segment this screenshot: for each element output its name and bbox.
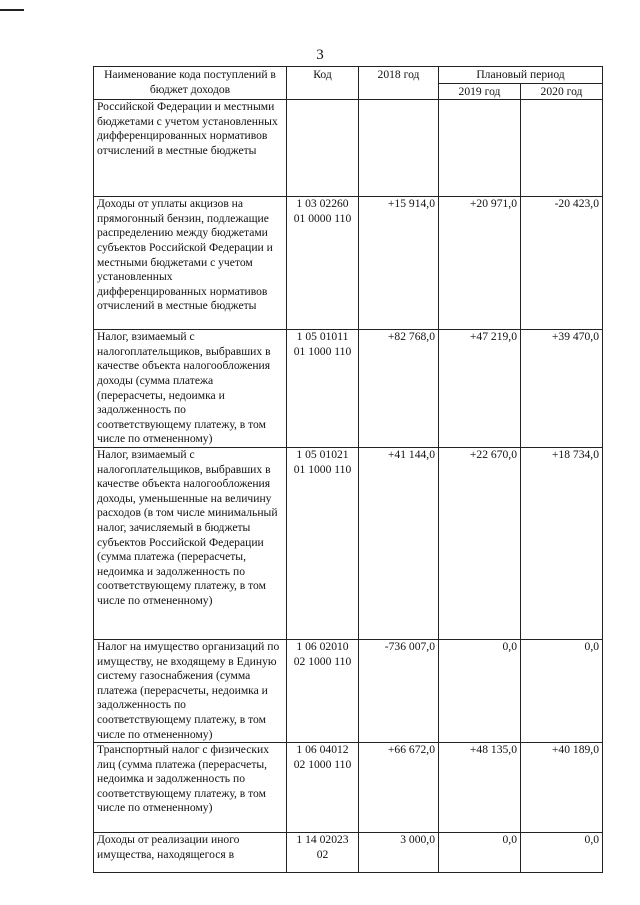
table-row	[94, 833, 603, 873]
table-header	[94, 67, 603, 100]
header-name: Наименование кода поступлений в бюджет доходов	[94, 67, 287, 100]
row-name: Доходы от реализации иного имущества, находящегося в	[94, 833, 287, 873]
row-2020: 0,0	[521, 639, 603, 742]
row-code: 1 06 02010 02 1000 110	[287, 639, 359, 742]
row-2018	[359, 100, 439, 197]
table-row	[94, 197, 603, 330]
row-name: Доходы от уплаты акцизов на прямогонный бензин, подлежащие распределению между бюджетами субъектов Российской Федерации и местными бюджетами с учетом установленных дифференцированных нормативов отчислений в местные бюджеты	[94, 197, 287, 330]
page-number: 3	[316, 47, 324, 63]
row-2019	[439, 100, 521, 197]
row-code: 1 05 01021 01 1000 110	[287, 447, 359, 639]
row-2018: 3 000,0	[359, 833, 439, 873]
header-2018: 2018 год	[359, 67, 439, 100]
header-code: Код	[287, 67, 359, 100]
table-row	[94, 743, 603, 833]
row-2018: +66 672,0	[359, 743, 439, 833]
table-row	[94, 447, 603, 639]
row-2020: -20 423,0	[521, 197, 603, 330]
row-2019: 0,0	[439, 833, 521, 873]
row-2018: +82 768,0	[359, 330, 439, 448]
row-name: Российской Федерации и местными бюджетами с учетом установленных дифференцированных нормативов отчислений в местные бюджеты	[94, 100, 287, 197]
header-planned-period: Плановый период	[439, 67, 603, 84]
row-2020: +18 734,0	[521, 447, 603, 639]
row-code: 1 14 02023 02	[287, 833, 359, 873]
row-name: Транспортный налог с физических лиц (сумма платежа (перерасчеты, недоимка и задолженность по соответствующему платежу, в том числе по отмененному)	[94, 743, 287, 833]
revenue-table	[93, 66, 603, 873]
row-2019: +20 971,0	[439, 197, 521, 330]
header-2020: 2020 год	[521, 83, 603, 100]
row-2020	[521, 100, 603, 197]
table-row	[94, 639, 603, 742]
row-2019: 0,0	[439, 639, 521, 742]
table-row	[94, 100, 603, 197]
row-name: Налог на имущество организаций по имуществу, не входящему в Единую систему газоснабжения (сумма платежа (перерасчеты, недоимка и задолженность по соответствующему платежу, в том числе по отмененному)	[94, 639, 287, 742]
row-name: Налог, взимаемый с налогоплательщиков, выбравших в качестве объекта налогообложения доходы, уменьшенные на величину расходов (в том числе минимальный налог, зачисляемый в бюджеты субъектов Российской Федерации (сумма платежа (перерасчеты, недоимка и задолженность по соответствующему платежу, в том числе по отмененному)	[94, 447, 287, 639]
scan-corner-mark	[0, 9, 24, 11]
row-2018: +15 914,0	[359, 197, 439, 330]
row-2020: +39 470,0	[521, 330, 603, 448]
row-code: 1 05 01011 01 1000 110	[287, 330, 359, 448]
row-2019: +48 135,0	[439, 743, 521, 833]
row-2020: 0,0	[521, 833, 603, 873]
table-row	[94, 330, 603, 448]
row-name: Налог, взимаемый с налогоплательщиков, выбравших в качестве объекта налогообложения доходы (сумма платежа (перерасчеты, недоимка и задолженность по соответствующему платежу, в том числе по отмененному)	[94, 330, 287, 448]
row-code	[287, 100, 359, 197]
header-2019: 2019 год	[439, 83, 521, 100]
row-2018: +41 144,0	[359, 447, 439, 639]
row-2019: +47 219,0	[439, 330, 521, 448]
row-code: 1 06 04012 02 1000 110	[287, 743, 359, 833]
row-2020: +40 189,0	[521, 743, 603, 833]
row-code: 1 03 02260 01 0000 110	[287, 197, 359, 330]
row-2018: -736 007,0	[359, 639, 439, 742]
row-2019: +22 670,0	[439, 447, 521, 639]
